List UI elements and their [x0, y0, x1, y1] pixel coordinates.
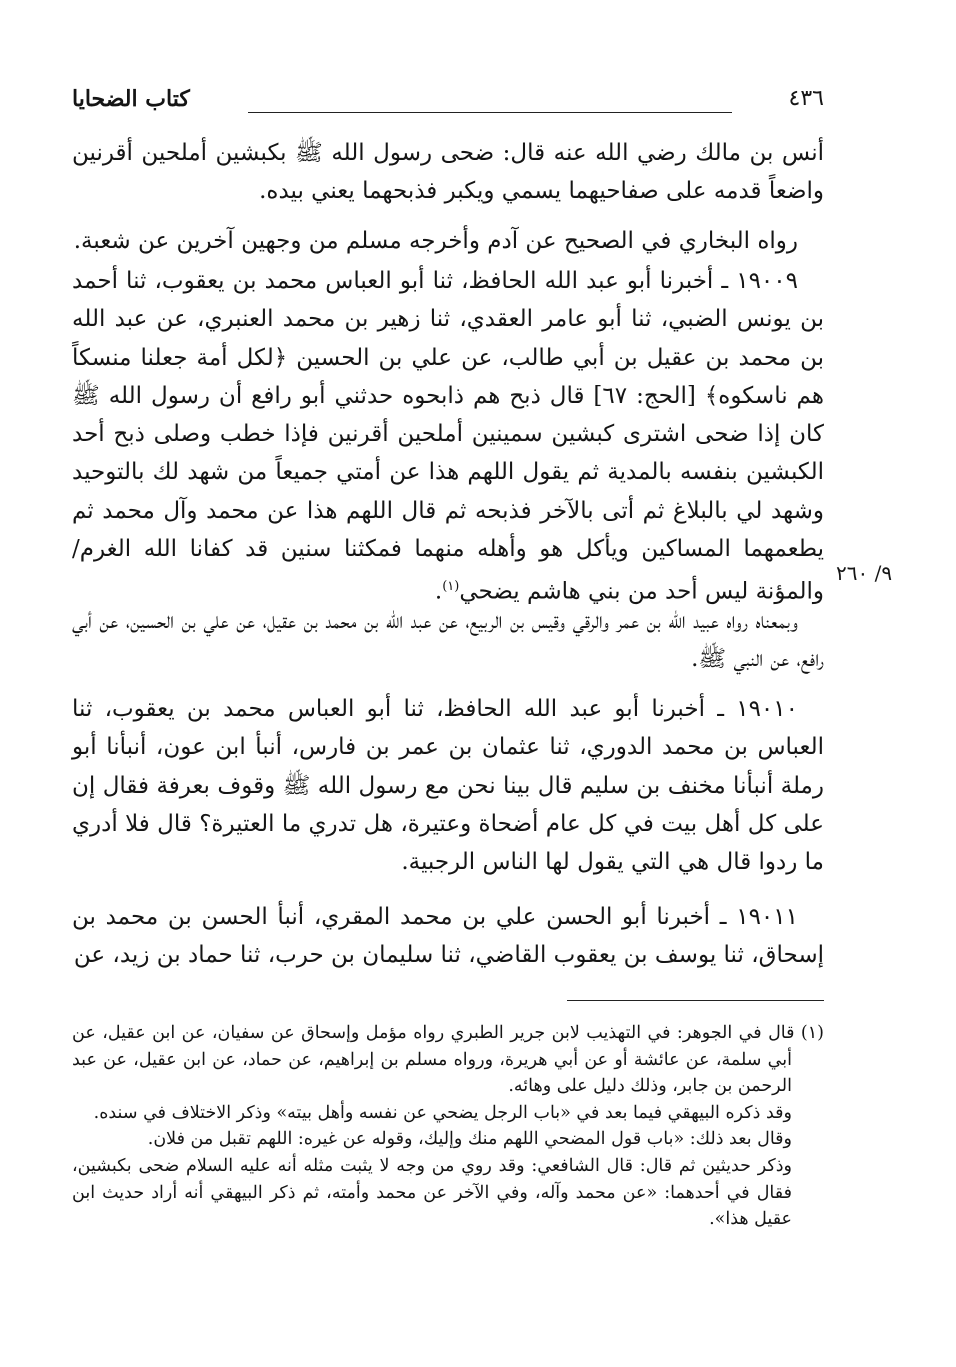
hadith-19009-end: .: [434, 579, 443, 606]
page-number: ٤٣٦: [788, 86, 824, 111]
paragraph-2: رواه البخاري في الصحيح عن آدم وأخرجه مسلم من وجهين آخرين عن شعبة.: [73, 228, 798, 254]
paragraph-hadith-19011: ١٩٠١١ ـ أخبرنا أبو الحسن علي بن محمد المقري، أنبأ الحسن بن محمد بن إسحاق، ثنا يوسف بن يعقوب القاضي، ثنا سليمان بن حرب، ثنا حماد بن زيد، عن: [72, 904, 824, 969]
footnote-1-para-4: وذكر حديثين ثم قال: قال الشافعي: وقد روي من وجه لا يثبت مثله أنه عليه السلام ضحى بكبشين، فقال في أحدهما: «عن محمد وآله، وفي الآخر عن محمد وأمته، ثم ذكر البيهقي أنه أراد حديث ابن عقيل هذا».: [72, 1155, 792, 1230]
header-rule: [248, 112, 732, 113]
footnote-1-para-2: وقد ذكره البيهقي فيما بعد في «باب الرجل يضحي عن نفسه وأهل بيته» وذكر الاختلاف في سنده.: [93, 1102, 792, 1123]
footnote-1-para-3: وقال بعد ذلك: «باب قول المضحي اللهم منك وإليك، وقوله عن غيره: اللهم تقبل من فلان.: [147, 1129, 792, 1150]
main-text-4: [72, 602, 824, 679]
main-text-2: [72, 222, 824, 260]
footnote-1: (١) قال في الجوهر: في التهذيب لابن جرير الطبري رواه مؤمل وإسحاق عن سفيان، عن ابن عقيل، عن أبي سلمة، عن عائشة أو عن أبي هريرة، ورواه مسلم بن إبراهيم، عن حماد، عن ابن عقيل، عن عبد الرحمن بن جابر، وذلك دليل على وهائه.: [72, 1023, 824, 1097]
paragraph-hadith-19009: [72, 262, 824, 611]
paragraph-1: أنس بن مالك رضي الله عنه قال: ضحى رسول الله ﷺ بكبشين أملحين أقرنين واضعاً قدمه على صفاحيهما يسمي ويكبر فذبحهما يعني بيده.: [72, 140, 824, 205]
footnote-ref-1[interactable]: (١): [442, 579, 460, 595]
page-header: [72, 86, 824, 120]
footnotes: [72, 1020, 824, 1233]
paragraph-hadith-19010: ١٩٠١٠ ـ أخبرنا أبو عبد الله الحافظ، ثنا أبو العباس محمد بن يعقوب، ثنا العباس بن محمد الدوري، ثنا عثمان بن عمر بن فارس، أنبأ ابن عون، أنبأنا أبو رملة أنبأنا مخنف بن سليم قال بينا نحن مع رسول الله ﷺ وقوف بعرفة فقال إن على كل أهل بيت في كل عام أضحاة وعتيرة، هل تدري ما العتيرة؟ قال فلا أدري ما ردوا قال هي التي يقول لها الناس الرجبية.: [72, 696, 824, 876]
hadith-19009-text: ١٩٠٠٩ ـ أخبرنا أبو عبد الله الحافظ، ثنا أبو العباس محمد بن يعقوب، ثنا أحمد بن يونس الضبي، ثنا أبو عامر العقدي، ثنا زهير بن محمد العنبري، عن عبد الله بن محمد بن عقيل بن أبي طالب، عن علي بن الحسين ﴿لكل أمة جعلنا منسكاً هم ناسكوه﴾ [الحج: ٦٧] قال ذبح هم ذابحوه حدثني أبو رافع أن رسول الله ﷺ كان إذا ضحى اشترى كبشين سمينين أملحين أقرنين فإذا خطب وصلى ذبح أحد الكبشين بنفسه بالمدية ثم يقول اللهم هذا عن أمتي جميعاً من شهد لك بالتوحيد وشهد لي بالبلاغ ثم أتى بالآخر فذبحه ثم قال اللهم هذا عن محمد وآل محمد ثم يطعمهما المساكين ويأكل هو وأهله منهما فمكثنا سنين قد كفانا الله الغرم/ والمؤنة ليس أحد من بني هاشم يضحي: [72, 268, 824, 606]
chapter-title: كتاب الضحايا: [72, 86, 190, 112]
footnote-separator: [567, 1000, 824, 1001]
main-text: [72, 134, 824, 211]
margin-volume-page-note: ٩/ ٢٦٠: [836, 561, 893, 585]
main-text-3: [72, 262, 824, 611]
main-text-5: [72, 690, 824, 881]
paragraph-4: وبمعناه رواه عبيد الله بن عمر والرقي وقيس بن الربيع، عن عبد الله بن محمد بن عقيل، عن علي بن الحسين، عن أبي رافع، عن النبي ﷺ.: [72, 608, 824, 673]
main-text-6: [72, 898, 824, 975]
